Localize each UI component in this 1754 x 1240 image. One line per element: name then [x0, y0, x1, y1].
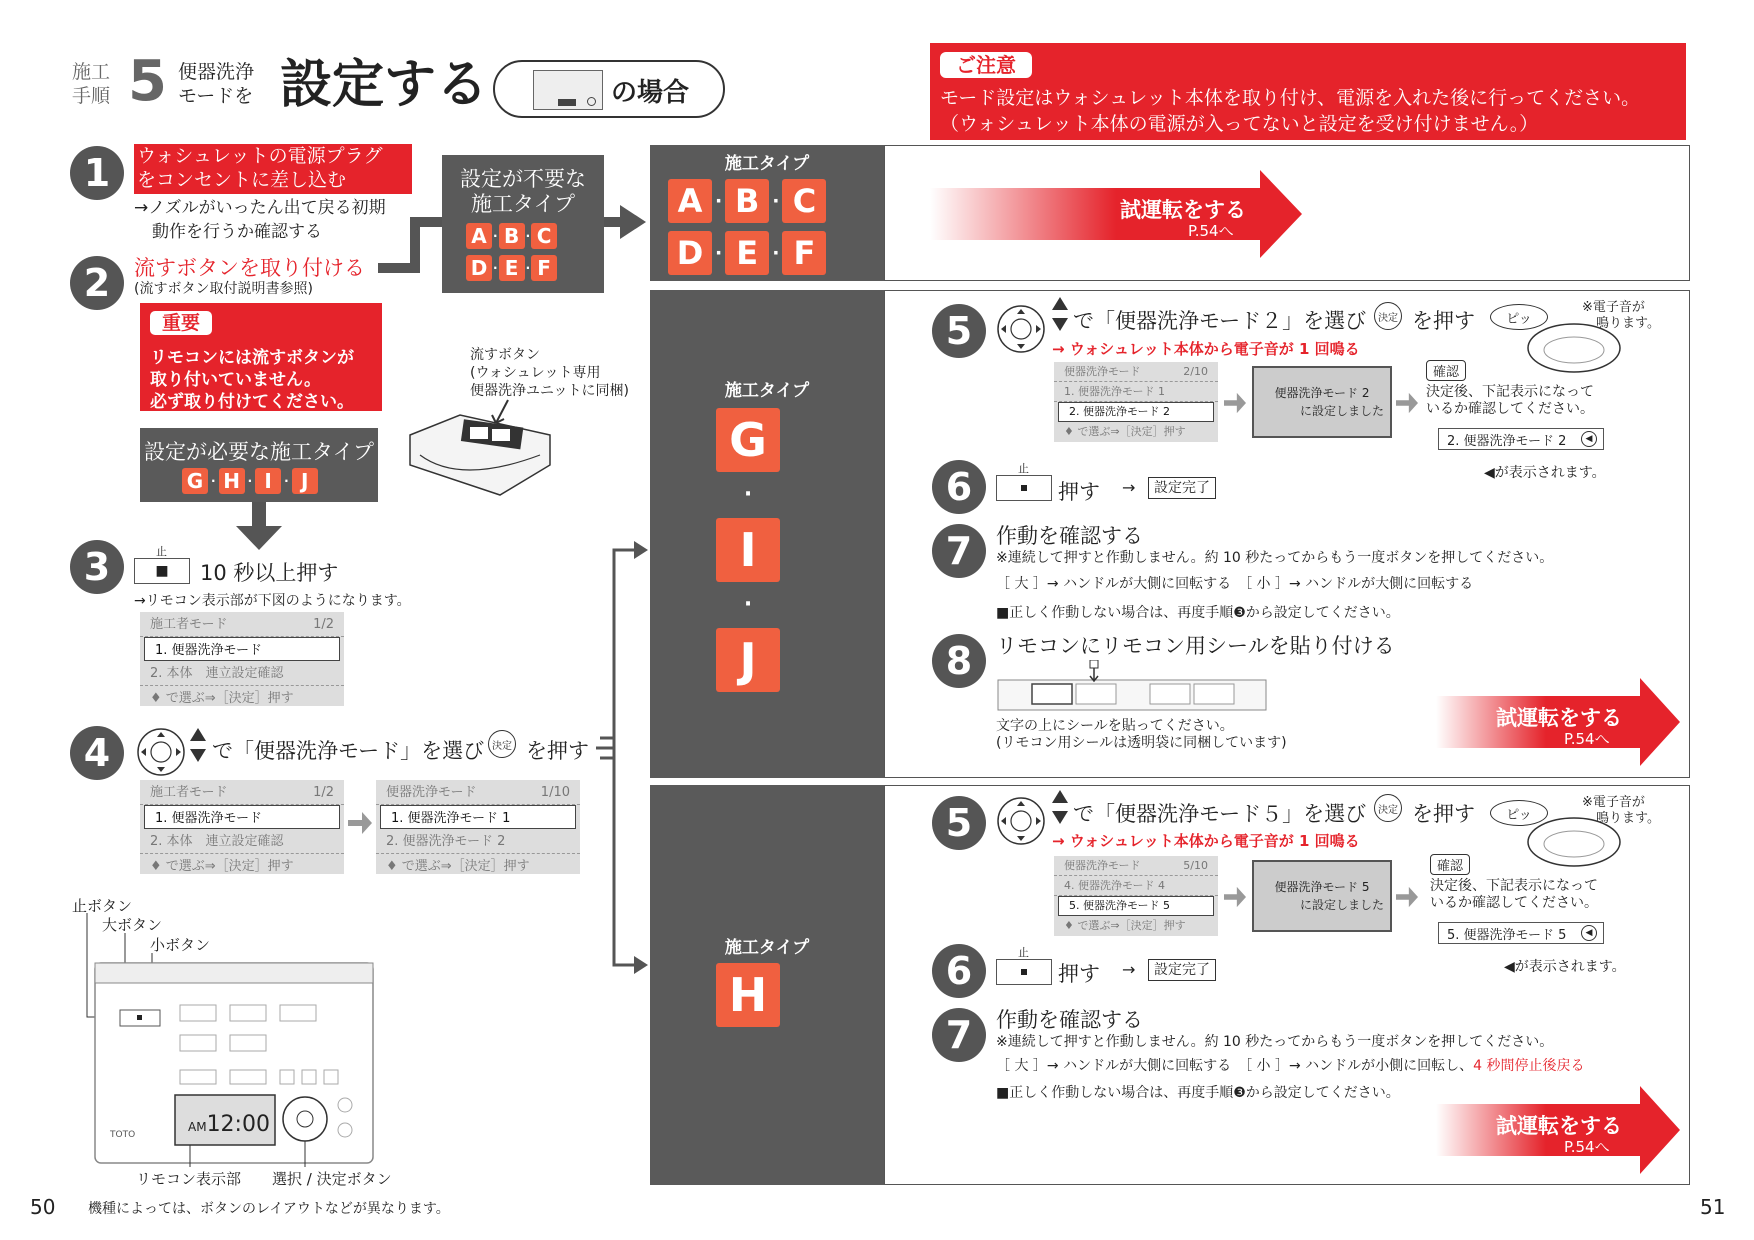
important-badge: 重要	[150, 311, 212, 335]
type-d-box: D	[668, 231, 712, 275]
page-number-left: 50	[30, 1195, 56, 1219]
type-separator: ·	[525, 261, 531, 275]
gij-step-5-note: → ウォシュレット本体から電子音が 1 回鳴る	[1052, 340, 1360, 358]
h-decide-button-icon[interactable]: 決定	[1374, 794, 1402, 822]
h-pip-text: ピッ	[1506, 807, 1532, 823]
type-h-box: H	[219, 468, 245, 494]
h-confirm-line1: 決定後、下記表示になって	[1430, 878, 1598, 894]
page-number-right: 51	[1700, 1195, 1726, 1219]
gij-beep-note-2: 鳴ります。	[1596, 316, 1660, 331]
caution-line2: （ウォシュレット本体の電源が入ってないと設定を受け付けません。）	[940, 113, 1539, 135]
lcd-2-row1: 1. 便器洗浄モード	[144, 805, 340, 829]
gij-decide-button-icon[interactable]: 決定	[1374, 302, 1402, 330]
h-lcd-row1: 4. 便器洗浄モード 4	[1054, 876, 1218, 896]
caution-line1: モード設定はウォシュレット本体を取り付け、電源を入れた後に行ってください。	[940, 87, 1641, 109]
gij-lcd-row1: 1. 便器洗浄モード 1	[1054, 382, 1218, 402]
step-4-text-a: で「便器洗浄モード」を選び	[212, 739, 485, 763]
gij-up-down-arrow-icon	[1052, 297, 1068, 331]
panel-h-type	[650, 785, 884, 1185]
h-confirm-line2: いるか確認してください。	[1430, 895, 1598, 911]
panel-abcdef-type	[650, 145, 884, 281]
lcd-1-row1: 1. 便器洗浄モード	[144, 637, 340, 661]
gij-display-note: ◀が表示されます。	[1484, 465, 1606, 481]
lcd-2-header: 施工者モード 1/2	[140, 780, 344, 805]
gij-step-8-number: 8	[932, 634, 986, 688]
step-3-btn-top: 止	[156, 545, 167, 558]
h-step-6-number: 6	[932, 944, 986, 998]
gij-step-6-result: 設定完了	[1148, 477, 1216, 499]
try-run-page-1: P.54へ	[1188, 222, 1234, 240]
h-step-6-text: 押す	[1058, 962, 1100, 986]
h-beep-note-2: 鳴ります。	[1596, 811, 1660, 826]
unneeded-line1: 設定が不要な	[460, 167, 586, 191]
type-g-box: G	[716, 408, 780, 472]
gij-sticker-illustration	[996, 660, 1272, 720]
caution-badge: ご注意	[940, 52, 1032, 78]
step-label-line2: 手順	[72, 85, 111, 107]
lcd-3-row1: 1. 便器洗浄モード 1	[380, 805, 576, 829]
important-line2: 取り付いていません。	[150, 370, 322, 390]
type-separator: ·	[772, 190, 780, 212]
type-e-box: E	[725, 231, 769, 275]
gij-confirm-badge: 確認	[1426, 360, 1466, 381]
gij-arrow-right-icon	[1224, 392, 1246, 414]
remote-time-value: 12:00	[206, 1112, 270, 1137]
gij-step-6-number: 6	[932, 460, 986, 514]
lcd-3-row3: ♦ で選ぶ⇒［決定］押す	[386, 859, 530, 874]
gij-step-6-arrow: →	[1122, 478, 1136, 497]
flush-label-line1: 流すボタン	[470, 347, 540, 363]
gij-step-5-number: 5	[932, 304, 986, 358]
h-step-5-text-a: で「便器洗浄モード５」を選び	[1073, 802, 1367, 826]
flush-label-line2: (ウォシュレット専用	[470, 365, 601, 381]
gij-step-8-note1: 文字の上にシールを貼ってください。	[996, 718, 1234, 734]
h-step-7-number: 7	[932, 1008, 986, 1062]
lcd-3-header: 便器洗浄モード 1/10	[376, 780, 580, 805]
gij-step-5-text-a: で「便器洗浄モード２」を選び	[1073, 309, 1367, 333]
h-step-6-arrow: →	[1122, 960, 1136, 979]
case-suffix: の場合	[611, 78, 690, 108]
h-set-line2: に設定しました	[1299, 898, 1384, 912]
step-3-title: 10 秒以上押す	[200, 561, 339, 585]
h-step-7-line2a: ［ 大 ］→ ハンドルが大側に回転する ［ 小 ］→ ハンドルが小側に回転し、	[996, 1058, 1474, 1074]
h-step-6-result: 設定完了	[1148, 959, 1216, 981]
h-arrow-right-icon-2	[1396, 886, 1418, 908]
type-separator: ·	[743, 592, 753, 617]
panel-gij-type-label: 施工タイプ	[724, 381, 810, 401]
gij-types	[716, 408, 816, 692]
step-2-title: 流すボタンを取り付ける	[134, 256, 365, 280]
gij-step-6-text: 押す	[1058, 480, 1100, 504]
needed-title: 設定が必要な施工タイプ	[144, 440, 374, 464]
type-separator: ·	[493, 261, 498, 275]
type-c-box: C	[782, 179, 826, 223]
lcd-1-header: 施工者モード 1/2	[140, 612, 344, 637]
type-f-box: F	[531, 255, 557, 281]
gij-lcd-row2: 2. 便器洗浄モード 2	[1058, 402, 1214, 422]
h-select-dial-icon[interactable]	[996, 796, 1046, 846]
try-run-page-2: P.54へ	[1564, 730, 1610, 748]
h-step-7-line2	[996, 1055, 1585, 1075]
lcd-2-row2: 2. 本体 連立設定確認	[140, 829, 344, 854]
h-lcd-header: 便器洗浄モード 5/10	[1054, 856, 1218, 876]
remote-am: AM	[188, 1120, 207, 1134]
h-lcd	[1054, 856, 1218, 936]
label-large-button: 大ボタン	[102, 916, 163, 934]
type-a-box: A	[668, 179, 712, 223]
h-step-5-note: → ウォシュレット本体から電子音が 1 回鳴る	[1052, 832, 1360, 850]
h-step-7-line2b: 4 秒間停止後戻る	[1473, 1058, 1585, 1074]
h-beep-note-1: ※電子音が	[1582, 795, 1645, 810]
type-f-box: F	[782, 231, 826, 275]
step-2-number: 2	[70, 256, 124, 310]
gij-arrow-right-icon-2	[1396, 392, 1418, 414]
h-lcd-row2: 5. 便器洗浄モード 5	[1058, 896, 1214, 916]
flush-label-line3: 便器洗浄ユニットに同梱)	[470, 383, 629, 399]
type-separator: ·	[247, 474, 253, 488]
try-run-label-1: 試運転をする	[1120, 198, 1246, 222]
step-2-note: (流すボタン取付説明書参照)	[134, 281, 313, 297]
type-separator: ·	[715, 242, 723, 264]
label-select: 選択 / 決定ボタン	[272, 1170, 392, 1188]
h-step-6-btn-top: 止	[1018, 946, 1029, 959]
try-run-arrow-2[interactable]	[1436, 678, 1680, 766]
gij-step-6-btn-top: 止	[1018, 462, 1029, 475]
step-3-note: →リモコン表示部が下図のようになります。	[134, 593, 411, 609]
important-line1: リモコンには流すボタンが	[150, 348, 354, 368]
type-e-box: E	[499, 255, 525, 281]
type-i-box: I	[716, 518, 780, 582]
gij-step-5-text-b: を押す	[1412, 309, 1475, 333]
type-g-box: G	[182, 468, 208, 494]
h-confirm-text	[1430, 878, 1598, 912]
footnote: 機種によっては、ボタンのレイアウトなどが異なります。	[88, 1201, 450, 1217]
type-separator: ·	[772, 242, 780, 264]
gij-stop-button[interactable]	[996, 475, 1052, 501]
gij-step-8-title: リモコンにリモコン用シールを貼り付ける	[996, 634, 1395, 658]
gij-confirm-line2: いるか確認してください。	[1426, 401, 1594, 417]
h-confirm-display	[1438, 922, 1604, 944]
gij-beep-note-1: ※電子音が	[1582, 300, 1645, 315]
type-h-box: H	[716, 963, 780, 1027]
h-step-5-number: 5	[932, 796, 986, 850]
lcd-1-row2: 2. 本体 連立設定確認	[140, 661, 344, 686]
h-set-display	[1252, 860, 1392, 932]
panel-abcdef-type-label: 施工タイプ	[724, 154, 810, 174]
gij-confirm-text	[1426, 384, 1594, 418]
h-confirm-badge: 確認	[1430, 854, 1470, 875]
h-step-7-title: 作動を確認する	[996, 1008, 1143, 1032]
h-set-line1: 便器洗浄モード 5	[1274, 880, 1370, 894]
h-display-note: ◀が表示されます。	[1504, 959, 1626, 975]
gij-step-7-title: 作動を確認する	[996, 524, 1143, 548]
decide-button-icon[interactable]: 決定	[488, 730, 516, 758]
step-4-text-b: を押す	[526, 739, 589, 763]
remote-brand: TOTO	[110, 1130, 136, 1140]
lcd-3-row2: 2. 便器洗浄モード 2	[376, 829, 580, 854]
step-4-number: 4	[70, 726, 124, 780]
h-display-arrow-icon: ◀	[1581, 925, 1597, 941]
type-j-box: J	[292, 468, 318, 494]
step-1-number: 1	[70, 146, 124, 200]
step-1-note-line1: →ノズルがいったん出て戻る初期	[134, 198, 386, 218]
gij-select-dial-icon[interactable]	[996, 304, 1046, 354]
type-i-box: I	[255, 468, 281, 494]
h-stop-button[interactable]	[996, 959, 1052, 985]
try-run-page-3: P.54へ	[1564, 1138, 1610, 1156]
h-step-7-note: ※連続して押すと作動しません。約 10 秒たってからもう一度ボタンを押してください。	[996, 1034, 1554, 1050]
type-separator: ·	[284, 474, 289, 488]
gij-lcd-row3: ♦ で選ぶ⇒［決定］押す	[1064, 425, 1186, 438]
gij-step-8-note	[996, 718, 1287, 752]
panel-gij-type	[650, 290, 884, 778]
type-b-box: B	[499, 223, 525, 249]
type-separator: ·	[493, 229, 498, 243]
gij-set-line1: 便器洗浄モード 2	[1274, 386, 1370, 400]
gij-step-7-note: ※連続して押すと作動しません。約 10 秒たってからもう一度ボタンを押してください。	[996, 550, 1554, 566]
type-separator: ·	[743, 482, 753, 507]
type-separator: ·	[525, 229, 531, 243]
step-1-title-line1: ウォシュレットの電源プラグ	[137, 145, 383, 167]
gij-confirm-display	[1438, 428, 1604, 450]
step-number: 5	[128, 49, 167, 114]
type-b-box: B	[725, 179, 769, 223]
gij-lcd	[1054, 362, 1218, 442]
panel-h-type-label: 施工タイプ	[724, 938, 810, 958]
gij-step-7-line2: ［ 大 ］→ ハンドルが大側に回転する ［ 小 ］→ ハンドルが大側に回転する	[996, 576, 1474, 592]
try-run-arrow-1[interactable]	[930, 170, 1302, 258]
lcd-1-row3: ♦ で選ぶ⇒［決定］押す	[150, 691, 294, 706]
label-small-button: 小ボタン	[150, 936, 211, 954]
top-types	[668, 179, 868, 275]
h-beep-note	[1582, 795, 1660, 827]
try-run-label-3: 試運転をする	[1496, 1114, 1622, 1138]
page-title: 設定する	[280, 55, 489, 115]
mode-label-line2: モードを	[178, 85, 254, 107]
gij-set-line2: に設定しました	[1299, 404, 1384, 418]
stop-button[interactable]: ■	[134, 558, 190, 584]
h-up-down-arrow-icon	[1052, 790, 1068, 824]
unneeded-line2: 施工タイプ	[471, 192, 575, 216]
gij-display-value: 2. 便器洗浄モード 2	[1447, 433, 1567, 449]
h-step-7-line3: ■正しく作動しない場合は、再度手順❸から設定してください。	[996, 1085, 1400, 1101]
type-j-box: J	[716, 628, 780, 692]
step-label-line1: 施工	[72, 61, 111, 83]
lcd-2-row3: ♦ で選ぶ⇒［決定］押す	[150, 859, 294, 874]
h-step-5-text-b: を押す	[1412, 802, 1475, 826]
type-separator: ·	[715, 190, 723, 212]
h-display-value: 5. 便器洗浄モード 5	[1447, 927, 1567, 943]
gij-pip-text: ピッ	[1506, 311, 1532, 327]
gij-step-7-number: 7	[932, 524, 986, 578]
h-lcd-row3: ♦ で選ぶ⇒［決定］押す	[1064, 919, 1186, 932]
gij-beep-note	[1582, 300, 1660, 332]
label-display: リモコン表示部	[136, 1170, 242, 1188]
type-a-box: A	[466, 223, 492, 249]
gij-step-7-line3: ■正しく作動しない場合は、再度手順❸から設定してください。	[996, 605, 1400, 621]
step-1-title-line2: をコンセントに差し込む	[137, 169, 347, 191]
h-arrow-right-icon	[1224, 886, 1246, 908]
gij-confirm-line1: 決定後、下記表示になって	[1426, 384, 1594, 400]
type-d-box: D	[466, 255, 492, 281]
gij-set-display	[1252, 366, 1392, 438]
try-run-arrow-3[interactable]	[1436, 1086, 1680, 1174]
important-line3: 必ず取り付けてください。	[150, 392, 354, 412]
label-stop-button: 止ボタン	[72, 897, 133, 915]
type-separator: ·	[211, 474, 216, 488]
try-run-label-2: 試運転をする	[1496, 706, 1622, 730]
type-c-box: C	[531, 223, 557, 249]
step-3-number: 3	[70, 540, 124, 594]
gij-lcd-header: 便器洗浄モード 2/10	[1054, 362, 1218, 382]
mode-label-line1: 便器洗浄	[178, 61, 255, 83]
gij-display-arrow-icon: ◀	[1581, 431, 1597, 447]
step-1-note-line2: 動作を行うか確認する	[152, 222, 322, 242]
gij-step-8-note2: (リモコン用シールは透明袋に同梱しています)	[996, 735, 1287, 751]
